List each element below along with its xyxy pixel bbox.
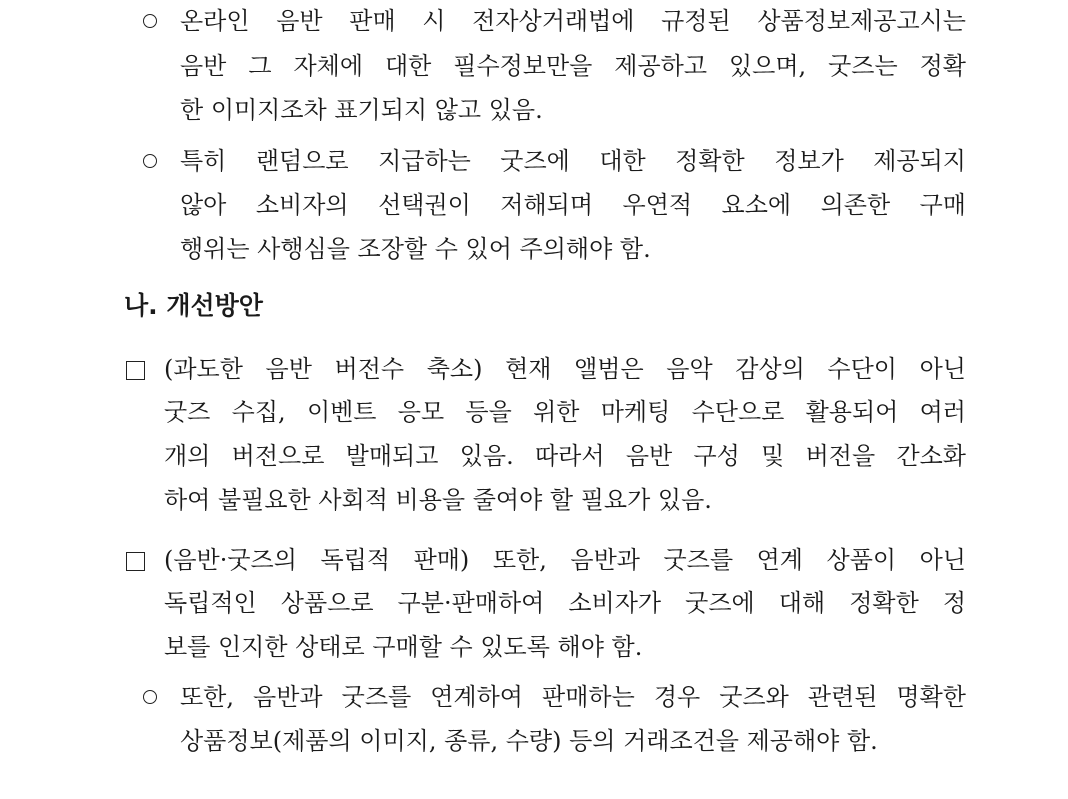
item-2-line-2: 않아 소비자의 선택권이 저해되며 우연적 요소에 의존한 구매 bbox=[180, 191, 966, 219]
item-1-line-1: 온라인 음반 판매 시 전자상거래법에 규정된 상품정보제공고시는 bbox=[180, 7, 966, 35]
circle-bullet-icon bbox=[143, 154, 157, 168]
item-1-line-2: 음반 그 자체에 대한 필수정보만을 제공하고 있으며, 굿즈는 정확 bbox=[180, 52, 966, 80]
section-heading: 나. 개선방안 bbox=[124, 291, 263, 320]
item-2-line-1: 특히 랜덤으로 지급하는 굿즈에 대한 정확한 정보가 제공되지 bbox=[180, 147, 966, 175]
box-1-line-3: 개의 버전으로 발매되고 있음. 따라서 음반 구성 및 버전을 간소화 bbox=[164, 442, 966, 470]
circle-bullet-icon bbox=[143, 690, 157, 704]
item-2-line-3: 행위는 사행심을 조장할 수 있어 주의해야 함. bbox=[180, 235, 651, 263]
circle-bullet-icon bbox=[143, 14, 157, 28]
box-2-line-3: 보를 인지한 상태로 구매할 수 있도록 해야 함. bbox=[164, 633, 643, 661]
box-1-line-4: 하여 불필요한 사회적 비용을 줄여야 할 필요가 있음. bbox=[164, 486, 712, 514]
item-3-line-2: 상품정보(제품의 이미지, 종류, 수량) 등의 거래조건을 제공해야 함. bbox=[180, 727, 878, 755]
item-1-line-3: 한 이미지조차 표기되지 않고 있음. bbox=[180, 96, 543, 124]
item-3-line-1: 또한, 음반과 굿즈를 연계하여 판매하는 경우 굿즈와 관련된 명확한 bbox=[180, 683, 966, 711]
box-2-line-1: (음반·굿즈의 독립적 판매) 또한, 음반과 굿즈를 연계 상품이 아닌 bbox=[164, 546, 966, 574]
square-bullet-icon bbox=[126, 552, 145, 571]
box-1-line-2: 굿즈 수집, 이벤트 응모 등을 위한 마케팅 수단으로 활용되어 여러 bbox=[164, 398, 966, 426]
square-bullet-icon bbox=[126, 361, 145, 380]
box-1-line-1: (과도한 음반 버전수 축소) 현재 앨범은 음악 감상의 수단이 아닌 bbox=[164, 355, 966, 383]
box-2-line-2: 독립적인 상품으로 구분·판매하여 소비자가 굿즈에 대해 정확한 정 bbox=[164, 589, 966, 617]
